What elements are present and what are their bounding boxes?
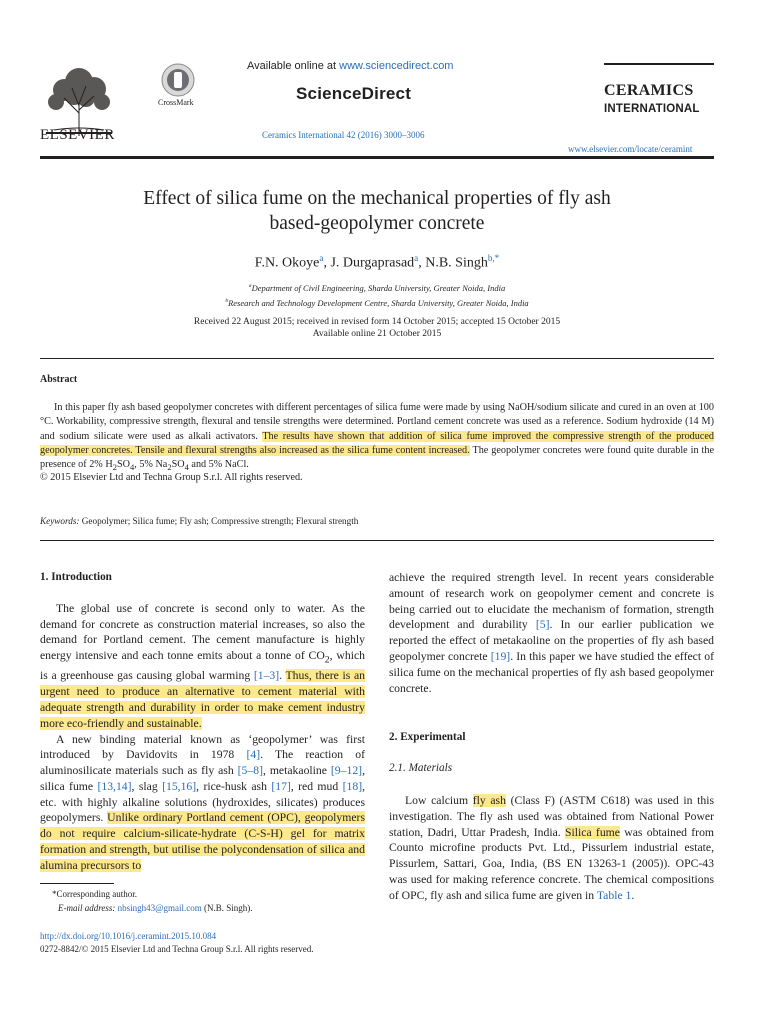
section-heading-experimental: 2. Experimental — [389, 731, 466, 744]
reference-link[interactable]: [4] — [246, 748, 261, 762]
doi-link[interactable]: http://dx.doi.org/10.1016/j.ceramint.2015.10.084 — [40, 931, 217, 941]
keywords — [40, 516, 358, 526]
author-separator: , — [418, 255, 426, 271]
body-text: achieve the required strength level. In recent years considerable amount of research work on geopolymer cement and concrete is being carried out to elucidate the mechanism of formation, strength development and durability — [389, 571, 714, 632]
abstract-top-rule — [40, 358, 714, 359]
email-note — [40, 901, 365, 915]
reference-link[interactable]: [18] — [342, 779, 363, 793]
email-suffix: (N.B. Singh). — [201, 903, 253, 913]
body-text: , silica fume — [40, 764, 365, 793]
abstract-text: SO — [116, 459, 130, 471]
crossmark-label: CrossMark — [158, 98, 194, 107]
article-title — [40, 186, 714, 236]
body-text: . In our earlier publication we reported the effect of metakaoline on the properties of fly ash based geopolymer concrete — [389, 618, 714, 663]
journal-logo-rule — [604, 63, 714, 65]
author-affiliation-mark[interactable]: a — [319, 253, 324, 263]
affiliation-a-text: Department of Civil Engineering, Sharda University, Greater Noida, India — [251, 282, 506, 293]
highlighted-text: Silica fume — [565, 825, 620, 839]
body-text: The global use of concrete is second only to water. As the demand for concrete as construction material increases, so also the demand for Portland cement. The cement manufacture is highly energy intensive and each tonne emits about a tonne of CO — [40, 601, 365, 663]
affiliation-a: $^a$Department of Civil Engineering, Sharda University, Greater Noida, India — [248, 282, 506, 293]
abstract-text: SO — [171, 459, 185, 471]
journal-citation[interactable]: Ceramics International 42 (2016) 3000–3006 — [262, 130, 425, 140]
body-text: , etc. with highly alkaline solutions (hydroxides, silicates) produces geopolymers. — [40, 779, 366, 825]
highlighted-text: fly ash — [472, 793, 506, 807]
corresponding-author-note: *Corresponding author. — [52, 889, 137, 899]
reference-link[interactable]: [1–3] — [253, 669, 280, 683]
subscript: 4 — [129, 462, 135, 473]
subscript: 2 — [167, 462, 172, 473]
footnote-rule — [40, 883, 114, 884]
reference-link[interactable]: [5] — [535, 618, 550, 632]
email-label: E-mail address: — [58, 903, 116, 913]
abstract-heading: Abstract — [40, 374, 78, 385]
affiliation-b-text: Research and Technology Development Centre, Sharda University, Greater Noida, India — [228, 297, 529, 308]
materials-paragraph — [389, 793, 714, 904]
reference-link[interactable]: [5–8] — [237, 764, 263, 778]
body-text: . — [279, 669, 286, 683]
abstract-body — [40, 401, 714, 475]
body-text: , which is a greenhouse gas causing global warming — [40, 649, 365, 683]
highlighted-text: Unlike ordinary Portland cement (OPC), geopolymers do not require calcium-silicate-hydrate (C-S-H) gel for matrix formation and strength, but utilise the polycondensation of silica and alumina precursors to — [40, 811, 365, 872]
abstract-text: , 5% Na — [134, 459, 168, 471]
body-text: , slag — [131, 779, 163, 793]
abstract-highlight: The results have shown that addition of silica fume improved the compressive strength of the produced geopolymer concretes. Tensile and flexural strengths also increased as the silica fume content increased. — [40, 430, 714, 456]
highlighted-text: Thus, there is an urgent need to produce an alternative to cement material with adequate strength and durability in order to make cement industry more eco-friendly and sustainable. — [40, 669, 365, 730]
author-name: N.B. Singh — [425, 255, 488, 271]
email-link[interactable]: nbsingh43@gmail.com — [117, 903, 202, 913]
journal-title: CERAMICS — [604, 82, 694, 99]
affiliation-b: $^b$Research and Technology Development Centre, Sharda University, Greater Noida, India — [225, 297, 529, 308]
sciencedirect-link[interactable]: www.sciencedirect.com — [339, 60, 454, 72]
table-reference-link[interactable]: Table 1 — [596, 888, 632, 902]
keywords-list: Geopolymer; Silica fume; Fly ash; Compressive strength; Flexural strength — [79, 516, 359, 526]
reference-link[interactable]: [19] — [490, 649, 511, 663]
reference-link[interactable]: [15,16] — [162, 779, 197, 793]
author-separator: , — [323, 255, 331, 271]
keywords-label: Keywords: — [40, 516, 80, 526]
header-divider — [40, 156, 714, 159]
author-affiliation-mark[interactable]: a — [414, 253, 419, 263]
subscript: 4 — [184, 462, 189, 473]
body-text: , rice-husk ash — [196, 779, 272, 793]
body-text: , metakaoline — [262, 764, 331, 778]
left-column — [40, 570, 365, 874]
issn-copyright: 0272-8842/© 2015 Elsevier Ltd and Techna Group S.r.l. All rights reserved. — [40, 944, 314, 954]
author-name: F.N. Okoye — [254, 255, 320, 271]
body-text: (Class F) (ASTM C618) was used in this investigation. The fly ash used was obtained from National Power station, Dadri, Uttar Pradesh, India. — [389, 793, 715, 839]
abstract-text: and 5% NaCl. — [188, 459, 249, 471]
section-heading-introduction: 1. Introduction — [40, 571, 112, 583]
footer-info — [40, 930, 314, 956]
body-text: , red mud — [290, 779, 343, 793]
subscript: 2 — [112, 462, 117, 473]
intro-paragraph-3 — [389, 570, 714, 696]
author-affiliation-mark[interactable]: b,* — [487, 253, 500, 263]
journal-subtitle: INTERNATIONAL — [604, 103, 700, 115]
body-text: A new binding material known as ‘geopolymer’ was first introduced by Davidovits in 1978 — [40, 732, 365, 762]
intro-paragraph-1 — [40, 601, 365, 732]
available-prefix: Available online at — [247, 60, 340, 72]
reference-link[interactable]: [17] — [271, 779, 291, 793]
title-line-2: based-geopolymer concrete — [269, 213, 485, 234]
abstract-text: The geopolymer concretes were found quite durable in the presence of 2% H — [40, 444, 714, 471]
subsection-heading-materials: 2.1. Materials — [389, 762, 453, 775]
author-name: J. Durgaprasad — [330, 255, 415, 271]
available-online-date: Available online 21 October 2015 — [312, 329, 442, 339]
body-text: Low calcium — [405, 793, 473, 807]
title-line-1: Effect of silica fume on the mechanical properties of fly ash — [143, 188, 611, 209]
reference-link[interactable]: [9–12] — [330, 764, 363, 778]
body-text: . In this paper we have studied the effect of silica fume on the mechanical properties of fly ash based geopolymer concrete. — [389, 649, 714, 695]
keywords-bottom-rule — [40, 540, 714, 541]
article-history — [40, 316, 714, 340]
affiliations — [40, 280, 714, 310]
sciencedirect-brand: ScienceDirect — [296, 84, 412, 103]
right-column — [389, 570, 714, 904]
abstract-copyright: © 2015 Elsevier Ltd and Techna Group S.r.l. All rights reserved. — [40, 472, 303, 483]
publisher-name: ELSEVIER — [40, 127, 115, 143]
journal-url-link[interactable]: www.elsevier.com/locate/ceramint — [568, 144, 693, 154]
intro-paragraph-2 — [40, 732, 365, 874]
footnote — [40, 887, 365, 915]
received-dates: Received 22 August 2015; received in revised form 14 October 2015; accepted 15 October 2015 — [193, 317, 561, 327]
body-text: . The reaction of aluminosilicate materials such as fly ash — [40, 748, 365, 778]
body-text: . — [631, 888, 635, 902]
reference-link[interactable]: [13,14] — [97, 779, 132, 793]
subscript: 2 — [324, 654, 330, 666]
abstract-text: In this paper fly ash based geopolymer concretes with different percentages of silica fume were made by using NaOH/sodium silicate and cured in an oven at 100 °C. Workability, compressive strength, flexural and tensile strengths were determined. Portland cement concrete was used as a reference. Sodium hydroxide (14 M) and sodium silicate were used as alkali activators. — [40, 402, 714, 442]
availability-line — [247, 60, 453, 72]
author-list — [40, 253, 714, 272]
body-text: was obtained from Counto microfine products Pvt. Ltd., Pissurlem industrial estate, Pissurlem, Sattari, Goa, India, (BS EN 13263-1 (2005)). OPC-43 was used for making reference concrete. The chemical compositions of OPC, fly ash and silica fume are given in — [389, 825, 714, 902]
